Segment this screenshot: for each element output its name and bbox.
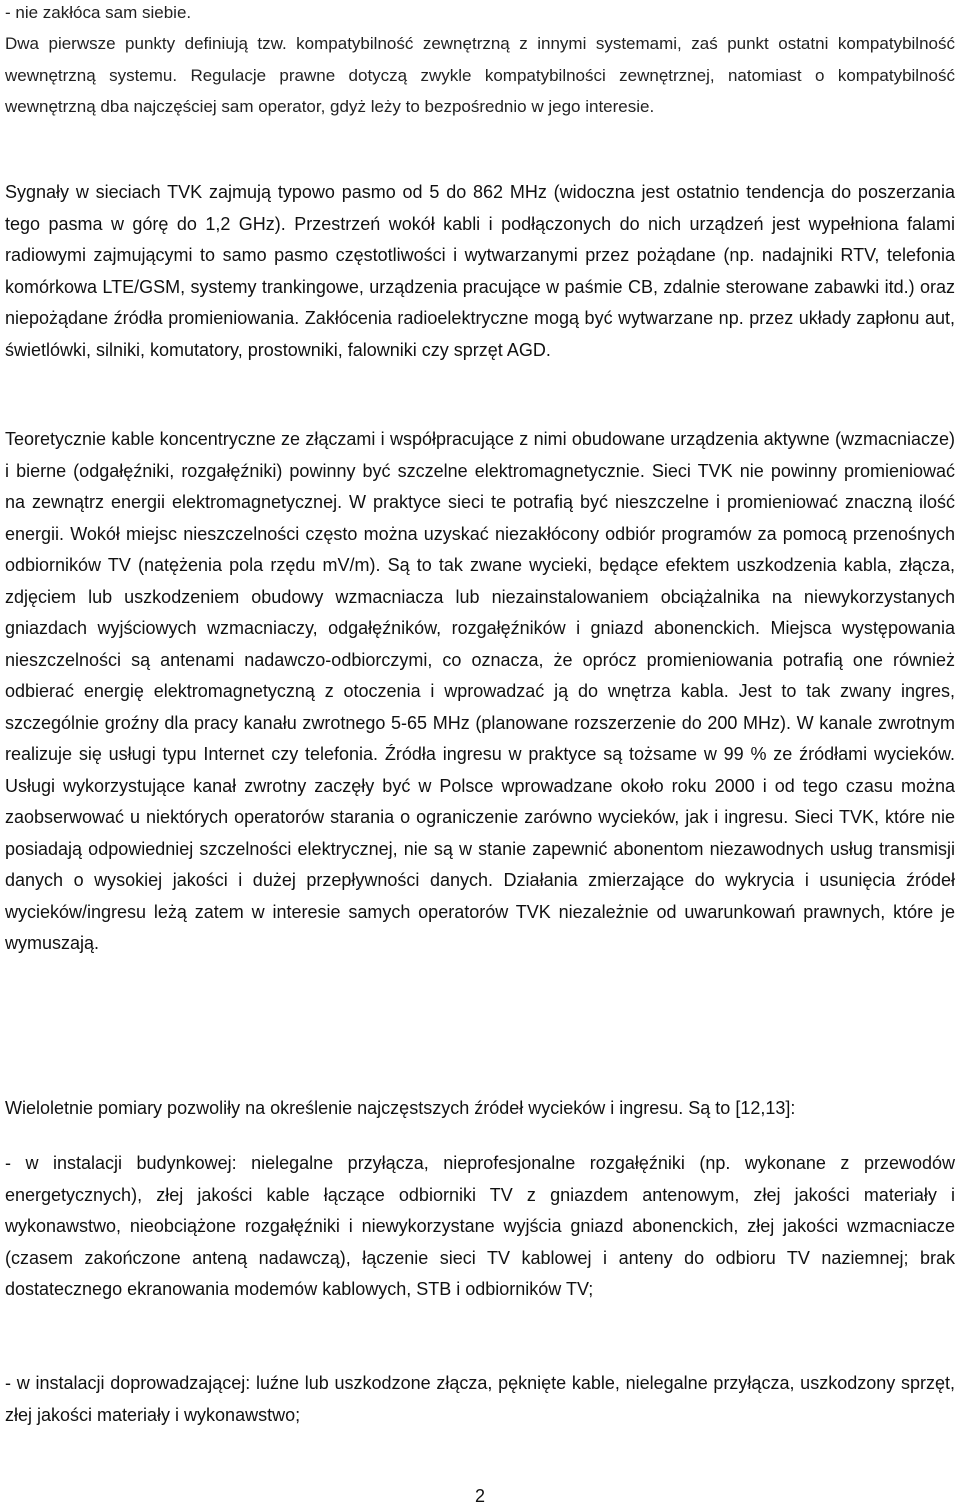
paragraph-leakage: Teoretycznie kable koncentryczne ze złączami i współpracujące z nimi obudowane urządzenia aktywne (wzmacniacze) i bierne (odgałęźniki, rozgałęźniki) powinny być szczelne elektromagnetycznie. Sieci TVK nie powinny promieniować na zewnątrz energii elektromagnetycznej. W praktyce sieci te potrafią być nieszczelne i promieniować znaczną ilość energii. Wokół miejsc nieszczelności często można uzyskać niezakłócony odbiór programów za pomocą przenośnych odbiorników TV (natężenia pola rzędu mV/m). Są to tak zwane wycieki, będące efektem uszkodzenia kabla, złącza, zdjęciem lub uszkodzeniem obudowy wzmacniacza lub niezainstalowaniem obciążalnika na niewykorzystanych gniazdach wyjściowych wzmacniaczy, odgałęźników, rozgałęźników i gniazd abonenckich. Miejsca występowania nieszczelności są antenami nadawczo-odbiorczymi, co oznacza, że oprócz promieniowania potrafią one również odbierać energię elektromagnetyczną z otoczenia i wprowadzać ją do wnętrza kabla. Jest to tak zwany ingres, szczególnie groźny dla pracy kanału zwrotnego 5-65 MHz (planowane rozszerzenie do 200 MHz). W kanale zwrotnym realizuje się usługi typu Internet czy telefonia. Źródła ingresu w praktyce są tożsame w 99 % ze źródłami wycieków. Usługi wykorzystujące kanał zwrotny zaczęły być w Polsce wprowadzane około roku 2000 i od tego czasu można zaobserwować u niektórych operatorów starania o ograniczenie zarówno wycieków, jak i ingresu. Sieci TVK, które nie posiadają odpowiedniej szczelności elektrycznej, nie są w stanie zapewnić abonentom niezawodnych usług transmisji danych o wysokiej jakości i dużej przepływności danych. Działania zmierzające do wykrycia i usunięcia źródeł wycieków/ingresu leżą zatem w interesie samych operatorów TVK niezależnie od uwarunkowań prawnych, które je wymuszają. xyxy=(5,429,955,953)
paragraph-fragment: - nie zakłóca sam siebie. xyxy=(5,3,192,22)
list-item-building-installation: - w instalacji budynkowej: nielegalne przyłącza, nieprofesjonalne rozgałęźniki (np. wykonane z przewodów energetycznych), złej jakości kable łączące odbiorniki TV z gniazdem antenowym, złej jakości materiały i wykonawstwo, nieobciążone rozgałęźniki i niewykorzystane wyjścia gniazd abonenckich, złej jakości wzmacniacze (czasem zakończone anteną nadawczą), łączenie sieci TV kablowej i anteny do odbioru TV naziemnej; brak dostatecznego ekranowania modemów kablowych, STB i odbiorników TV; xyxy=(5,1153,955,1299)
page-number: 2 xyxy=(474,1486,485,1506)
paragraph-signals: Sygnały w sieciach TVK zajmują typowo pasmo od 5 do 862 MHz (widoczna jest ostatnio tendencja do poszerzania tego pasma w górę do 1,2 GHz). Przestrzeń wokół kabli i podłączonych do nich urządzeń jest wypełniona falami radiowymi zajmującymi to samo pasmo częstotliwości i wytwarzanymi przez pożądane (np. nadajniki RTV, telefonia komórkowa LTE/GSM, systemy trankingowe, urządzenia pracujące w paśmie CB, zdalnie sterowane zabawki itd.) oraz niepożądane źródła promieniowania. Zakłócenia radioelektryczne mogą być wytwarzane np. przez układy zapłonu aut, świetlówki, silniki, komutatory, prostowniki, falowniki czy sprzęt AGD. xyxy=(5,182,955,360)
list-item-drop-installation: - w instalacji doprowadzającej: luźne lub uszkodzone złącza, pęknięte kable, nielegalne przyłącza, uszkodzony sprzęt, złej jakości materiały i wykonawstwo; xyxy=(5,1373,955,1425)
paragraph-compatibility: Dwa pierwsze punkty definiują tzw. kompatybilność zewnętrzną z innymi systemami, zaś punkt ostatni kompatybilność wewnętrzną systemu. Regulacje prawne dotyczą zwykle kompatybilności zewnętrznej, natomiast o kompatybilność wewnętrzną dba najczęściej sam operator, gdyż leży to bezpośrednio w jego interesie. xyxy=(5,34,955,116)
paragraph-measurements: Wieloletnie pomiary pozwoliły na określenie najczęstszych źródeł wycieków i ingresu. Są to [12,13]: xyxy=(5,1098,796,1118)
